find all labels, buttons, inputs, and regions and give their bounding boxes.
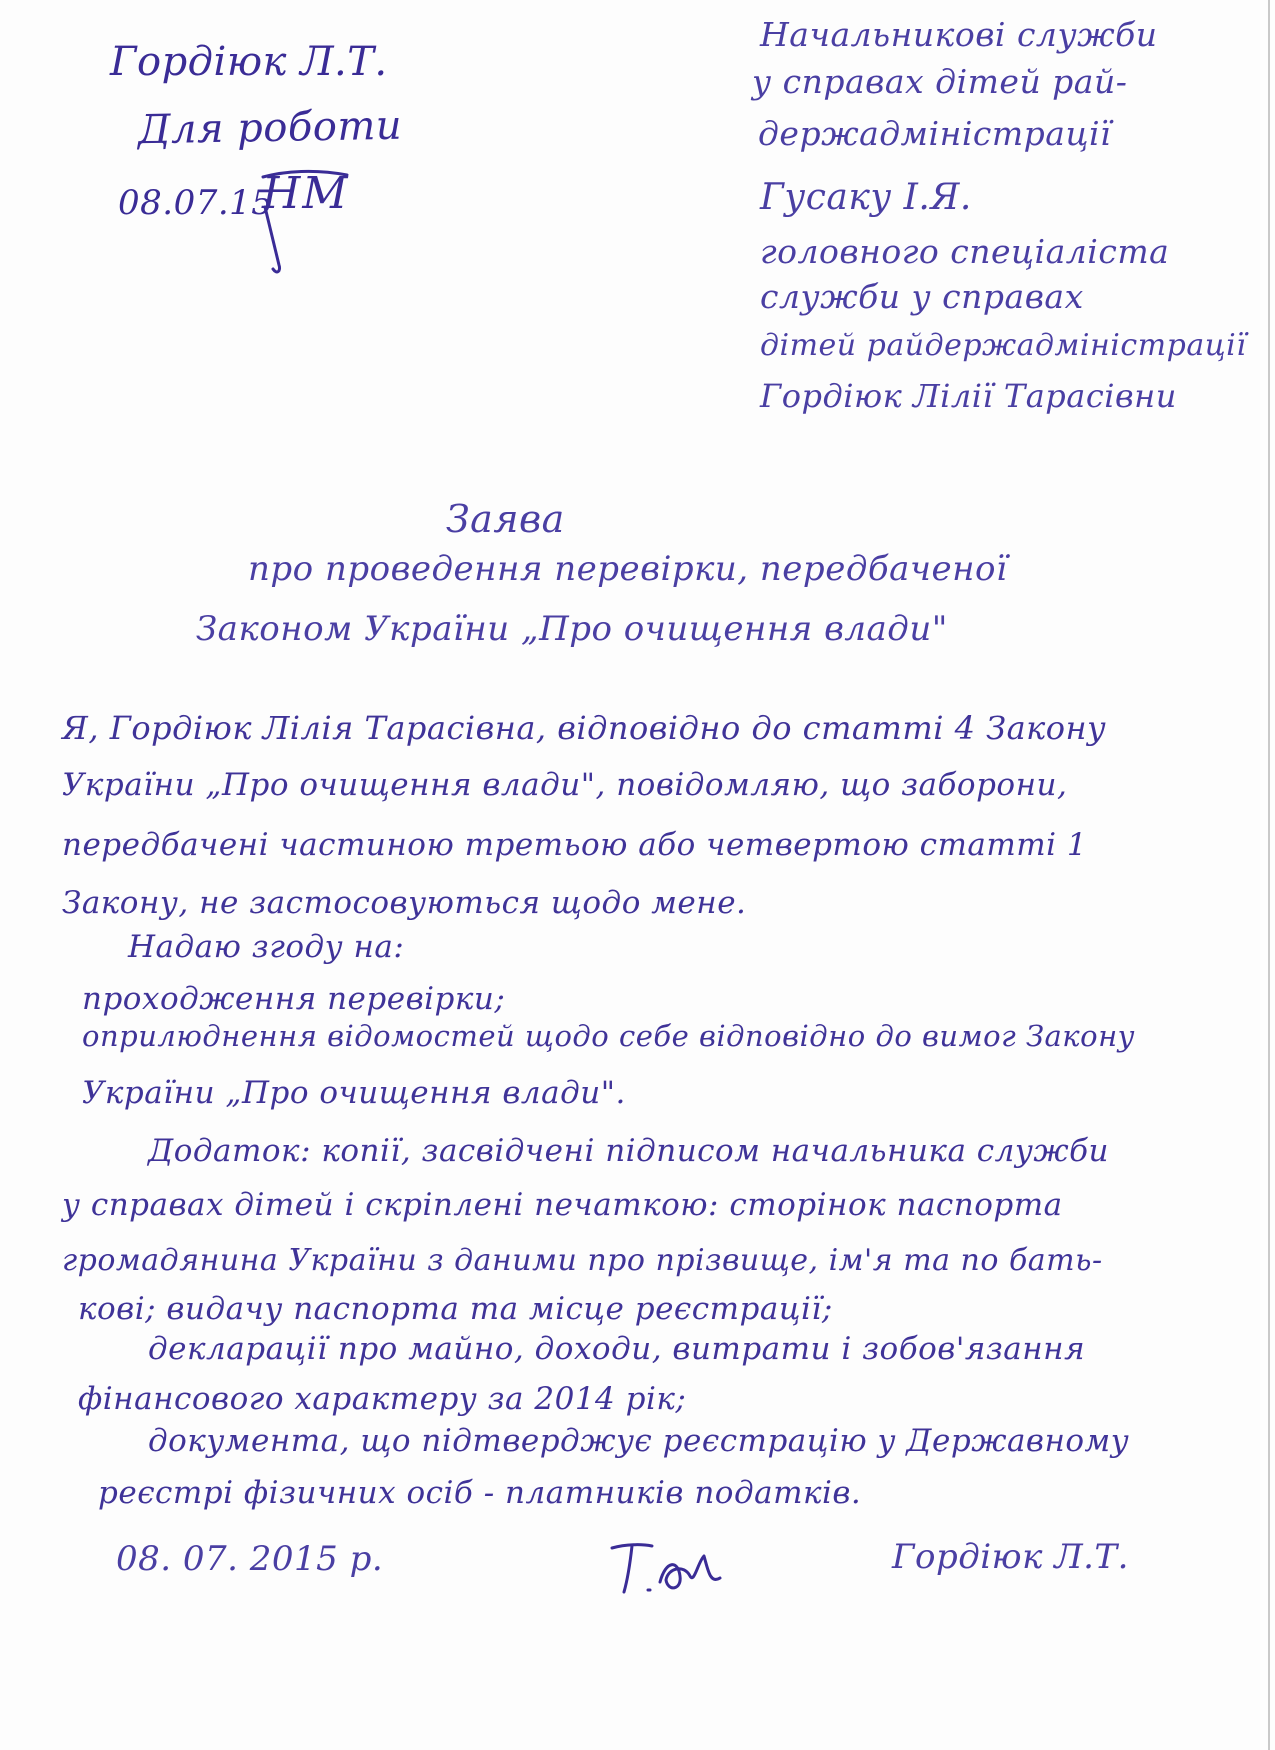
footer-signature-name: Гордіюк Л.Т. <box>892 1537 1129 1577</box>
body-line-15: документа, що підтверджує реєстрацію у Державному <box>148 1423 1130 1459</box>
addressee-line-5: головного спеціаліста <box>760 232 1170 271</box>
resolution-initials-mark <box>255 165 355 275</box>
document-heading: Заява <box>446 497 565 541</box>
document-subtitle-line-1: про проведення перевірки, передбаченої <box>248 549 1008 589</box>
body-line-1: Я, Гордіюк Лілія Тарасівна, відповідно до статті 4 Закону <box>62 709 1107 747</box>
paper-edge-right <box>1268 0 1270 1750</box>
body-line-16: реєстрі фізичних осіб - платників податків. <box>98 1475 862 1511</box>
footer-date: 08. 07. 2015 р. <box>116 1539 384 1579</box>
body-line-8: України „Про очищення влади". <box>82 1075 626 1111</box>
resolution-initials: НМ <box>262 168 350 219</box>
body-line-13: декларації про майно, доходи, витрати і зобов'язання <box>148 1331 1086 1367</box>
body-line-3: передбачені частиною третьою або четвертою статті 1 <box>62 827 1088 863</box>
addressee-line-7: дітей райдержадміністрації <box>760 328 1247 363</box>
body-line-11: громадянина України з даними про прізвище, ім'я та по бать- <box>62 1243 1103 1278</box>
body-line-9: Додаток: копії, засвідчені підписом начальника служби <box>148 1133 1109 1169</box>
body-line-2: України „Про очищення влади", повідомляю, що заборони, <box>62 767 1068 803</box>
body-line-14: фінансового характеру за 2014 рік; <box>78 1381 687 1417</box>
body-line-4: Закону, не застосовуються щодо мене. <box>62 885 747 921</box>
resolution-name: Гордіюк Л.Т. <box>110 39 388 85</box>
resolution-date: 08.07.15 <box>118 183 274 223</box>
body-line-12: кові; видачу паспорта та місце реєстрації; <box>78 1291 833 1327</box>
addressee-line-6: служби у справах <box>760 277 1084 316</box>
addressee-line-3: держадміністрації <box>758 114 1112 153</box>
document-subtitle-line-2: Законом України „Про очищення влади" <box>196 609 948 649</box>
body-line-6: проходження перевірки; <box>82 981 506 1017</box>
addressee-line-4: Гусаку І.Я. <box>760 177 972 218</box>
body-line-10: у справах дітей і скріплені печаткою: сторінок паспорта <box>62 1187 1063 1223</box>
handwritten-signature <box>608 1534 728 1604</box>
addressee-line-8: Гордіюк Лілії Тарасівни <box>760 377 1177 415</box>
body-line-5: Надаю згоду на: <box>128 929 405 965</box>
body-line-7: оприлюднення відомостей щодо себе відповідно до вимог Закону <box>82 1019 1136 1053</box>
addressee-line-1: Начальникові служби <box>760 15 1158 54</box>
resolution-action: Для роботи <box>137 102 403 154</box>
addressee-line-2: у справах дітей рай- <box>752 62 1128 101</box>
